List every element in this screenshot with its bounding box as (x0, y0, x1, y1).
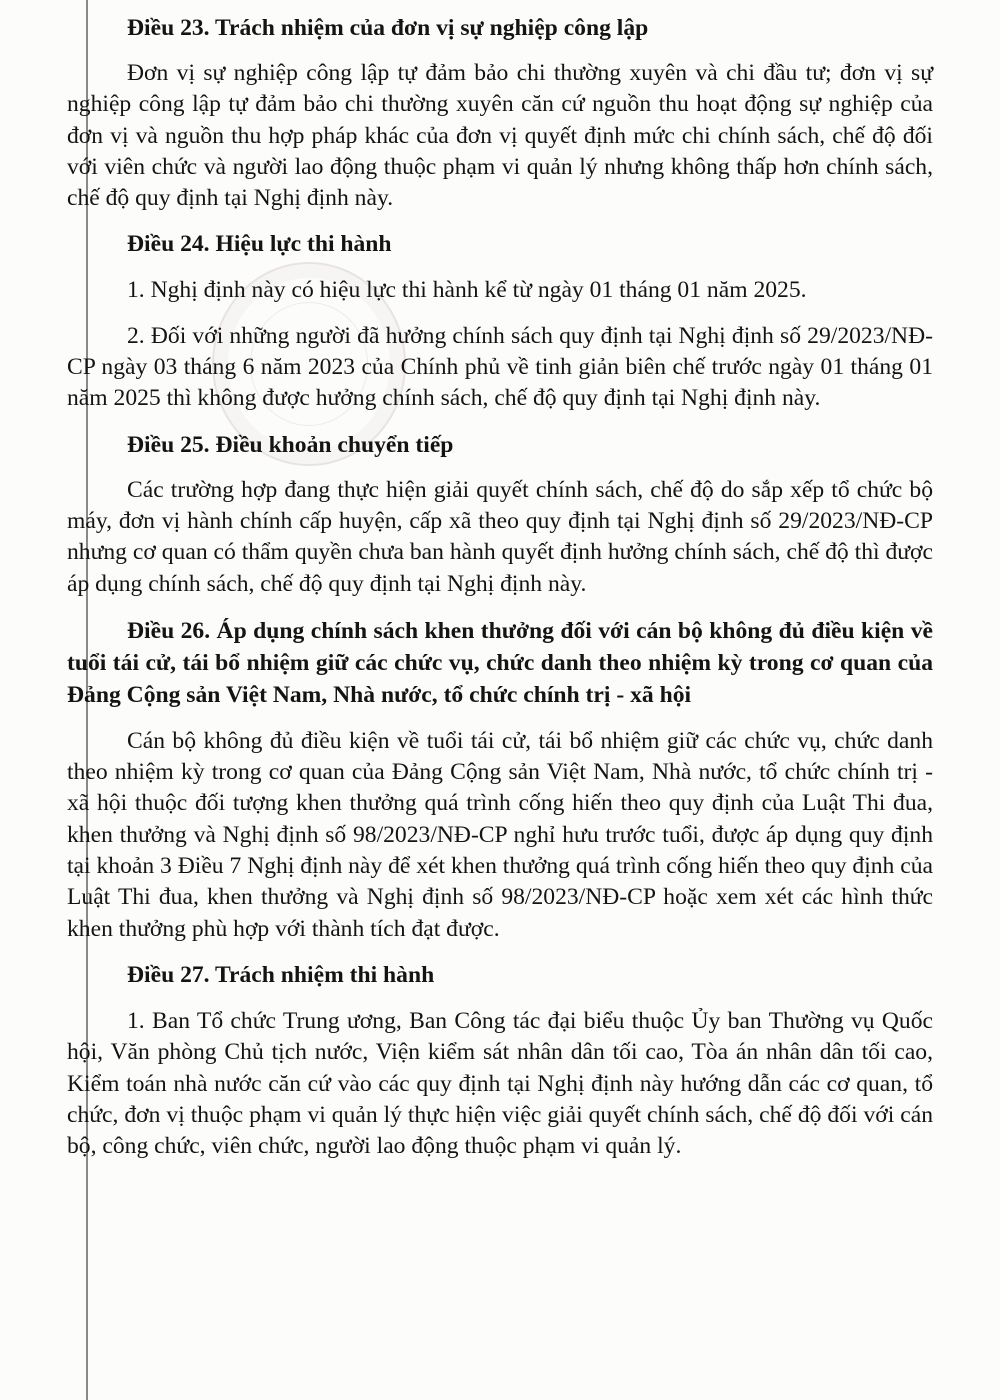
article-25-paragraph: Các trường hợp đang thực hiện giải quyết chính sách, chế độ do sắp xếp tổ chức bộ máy, đơn vị hành chính cấp huyện, cấp xã theo quy định tại Nghị định số 29/2023/NĐ-CP nhưng cơ quan có thẩm quyền chưa ban hành quyết định hưởng chính sách, chế độ thì được áp dụng chính sách, chế độ quy định tại Nghị định này. (67, 476, 933, 597)
article-23-heading: Điều 23. Trách nhiệm của đơn vị sự nghiệp công lập (127, 15, 649, 41)
document-body (67, 12, 933, 1162)
article-24-clause-2: 2. Đối với những người đã hưởng chính sách quy định tại Nghị định số 29/2023/NĐ-CP ngày 03 tháng 6 năm 2023 của Chính phủ về tinh giản biên chế trước ngày 01 tháng 01 năm 2025 thì không được hưởng chính sách, chế độ quy định tại Nghị định này. (67, 322, 933, 412)
article-27-clause-1: 1. Ban Tổ chức Trung ương, Ban Công tác đại biểu thuộc Ủy ban Thường vụ Quốc hội, Văn phòng Chủ tịch nước, Viện kiểm sát nhân dân tối cao, Tòa án nhân dân tối cao, Kiểm toán nhà nước căn cứ vào các quy định tại Nghị định này hướng dẫn các cơ quan, tổ chức, đơn vị thuộc phạm vi quản lý thực hiện việc giải quyết chính sách, chế độ đối với cán bộ, công chức, viên chức, người lao động thuộc phạm vi quản lý. (67, 1007, 933, 1160)
article-26-paragraph: Cán bộ không đủ điều kiện về tuổi tái cử, tái bổ nhiệm giữ các chức vụ, chức danh theo nhiệm kỳ trong cơ quan của Đảng Cộng sản Việt Nam, Nhà nước, tổ chức chính trị - xã hội thuộc đối tượng khen thưởng quá trình cống hiến theo quy định của Luật Thi đua, khen thưởng và Nghị định số 98/2023/NĐ-CP nghỉ hưu trước tuổi, được áp dụng quy định tại khoản 3 Điều 7 Nghị định này để xét khen thưởng quá trình cống hiến theo quy định của Luật Thi đua, khen thưởng và Nghị định số 98/2023/NĐ-CP hoặc xem xét các hình thức khen thưởng phù hợp với thành tích đạt được. (67, 727, 933, 942)
article-24-heading: Điều 24. Hiệu lực thi hành (127, 231, 392, 258)
article-23-paragraph: Đơn vị sự nghiệp công lập tự đảm bảo chi thường xuyên và chi đầu tư; đơn vị sự nghiệp công lập tự đảm bảo chi thường xuyên căn cứ nguồn thu hoạt động sự nghiệp của đơn vị và nguồn thu hợp pháp khác của đơn vị quyết định mức chi chính sách, chế độ đối với viên chức và người lao động thuộc phạm vi quản lý nhưng không thấp hơn chính sách, chế độ quy định tại Nghị định này. (67, 60, 933, 212)
article-24-clause-1: 1. Nghị định này có hiệu lực thi hành kể từ ngày 01 tháng 01 năm 2025. (127, 277, 807, 304)
article-27-heading: Điều 27. Trách nhiệm thi hành (127, 961, 435, 988)
article-26-heading: Điều 26. Áp dụng chính sách khen thưởng đối với cán bộ không đủ điều kiện về tuổi tái cử, tái bổ nhiệm giữ các chức vụ, chức danh theo nhiệm kỳ trong cơ quan của Đảng Cộng sản Việt Nam, Nhà nước, tổ chức chính trị - xã hội (67, 617, 933, 708)
article-25-heading: Điều 25. Điều khoản chuyển tiếp (127, 431, 454, 458)
